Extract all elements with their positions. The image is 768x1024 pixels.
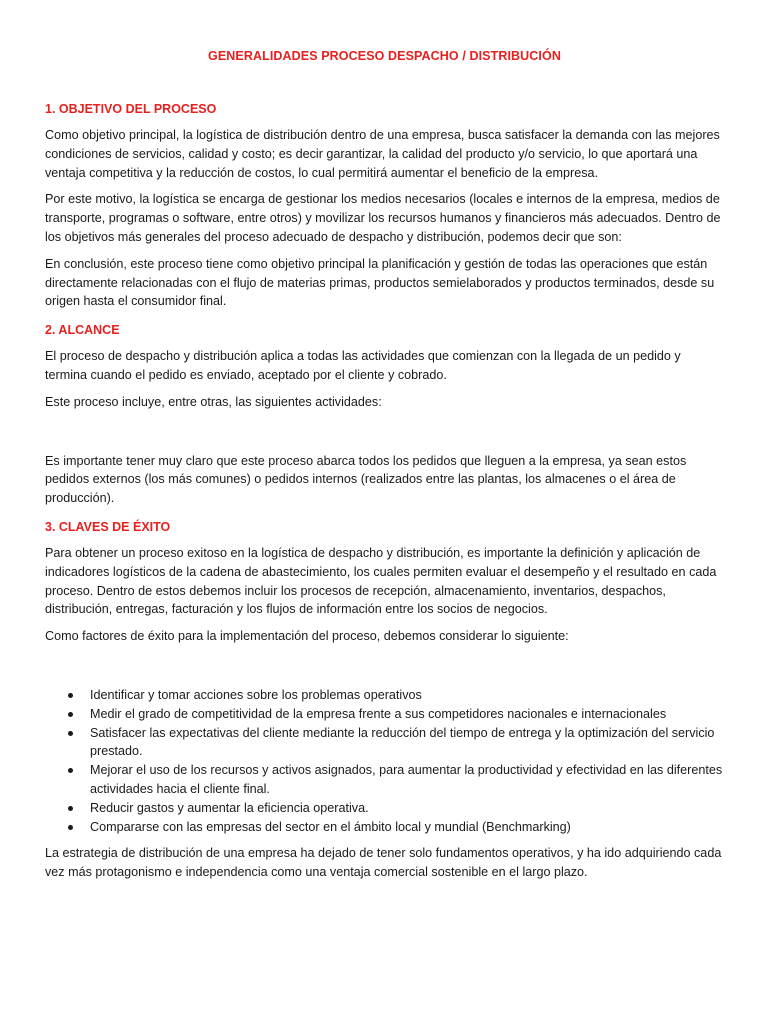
list-item-text: Medir el grado de competitividad de la empresa frente a sus competidores nacionales e internacionales [90,706,667,721]
paragraph: Para obtener un proceso exitoso en la logística de despacho y distribución, es importante la definición y aplicación de indicadores logísticos de la cadena de abastecimiento, los cuales permiten evaluar el desempeño y el resultado en cada proceso. Dentro de estos debemos incluir los procesos de recepción, almacenamiento, inventarios, despachos, distribución, entregas, facturación y los flujos de información entre los socios de negocios. [45,545,717,617]
list-item-text: Compararse con las empresas del sector en el ámbito local y mundial (Benchmarking) [90,819,571,834]
list-item [90,818,724,837]
paragraph: Como factores de éxito para la implementación del proceso, debemos considerar lo siguiente: [45,629,569,644]
paragraph: Es importante tener muy claro que este proceso abarca todos los pedidos que lleguen a la empresa, ya sean estos pedidos externos (los más comunes) o pedidos internos (realizados entre las plantas, los almacenes o el área de producción). [45,453,687,506]
section-heading-claves: 3. CLAVES DE ÉXITO [45,519,171,534]
list-item [90,724,724,762]
list-item [90,686,724,705]
section-heading-objetivo: 1. OBJETIVO DEL PROCESO [45,102,217,116]
list-item-text: Satisfacer las expectativas del cliente mediante la reducción del tiempo de entrega y la optimización del servicio prestado. [90,725,715,759]
section-heading-alcance: 2. ALCANCE [45,323,120,338]
bullet-icon [68,712,73,717]
bullet-icon [68,806,73,811]
document-title: GENERALIDADES PROCESO DESPACHO / DISTRIBUCIÓN [208,49,561,63]
success-factors-list [45,686,724,836]
paragraph: El proceso de despacho y distribución aplica a todas las actividades que comienzan con la llegada de un pedido y termina cuando el pedido es enviado, aceptado por el cliente y cobrado. [45,349,681,382]
list-item [90,705,724,724]
paragraph: Por este motivo, la logística se encarga de gestionar los medios necesarios (locales e internos de la empresa, medios de transporte, programas o software, entre otros) y movilizar los recursos humanos y financieros más adecuados. Dentro de los objetivos más generales del proceso adecuado de despacho y distribución, podemos decir que son: [45,192,721,244]
list-item [90,761,724,799]
list-item [90,799,724,818]
paragraph: En conclusión, este proceso tiene como objetivo principal la planificación y gestión de todas las operaciones que están directamente relacionadas con el flujo de materias primas, productos semielaborados y productos terminados, desde su origen hasta el consumidor final. [45,256,715,309]
list-item-text: Mejorar el uso de los recursos y activos asignados, para aumentar la productividad y efectividad en las diferentes actividades hacia el cliente final. [90,763,723,796]
list-item-text: Identificar y tomar acciones sobre los problemas operativos [90,687,422,702]
bullet-icon [68,768,73,773]
list-item-text: Reducir gastos y aumentar la eficiencia operativa. [90,800,369,815]
bullet-icon [68,693,73,698]
bullet-icon [68,825,73,830]
bullet-icon [68,731,73,736]
paragraph: Como objetivo principal, la logística de distribución dentro de una empresa, busca satisfacer la demanda con las mejores condiciones de servicios, calidad y costo; es decir garantizar, la calidad del producto y/o servicio, lo que aportará una ventaja competitiva y la reducción de costos, lo cual permitirá aumentar el beneficio de la empresa. [45,128,720,180]
paragraph: Este proceso incluye, entre otras, las siguientes actividades: [45,394,382,409]
closing-paragraph: La estrategia de distribución de una empresa ha dejado de tener solo fundamentos operativos, y ha ido adquiriendo cada vez más protagonismo e independencia como una ventaja comercial sostenible en el largo plazo. [45,846,722,880]
